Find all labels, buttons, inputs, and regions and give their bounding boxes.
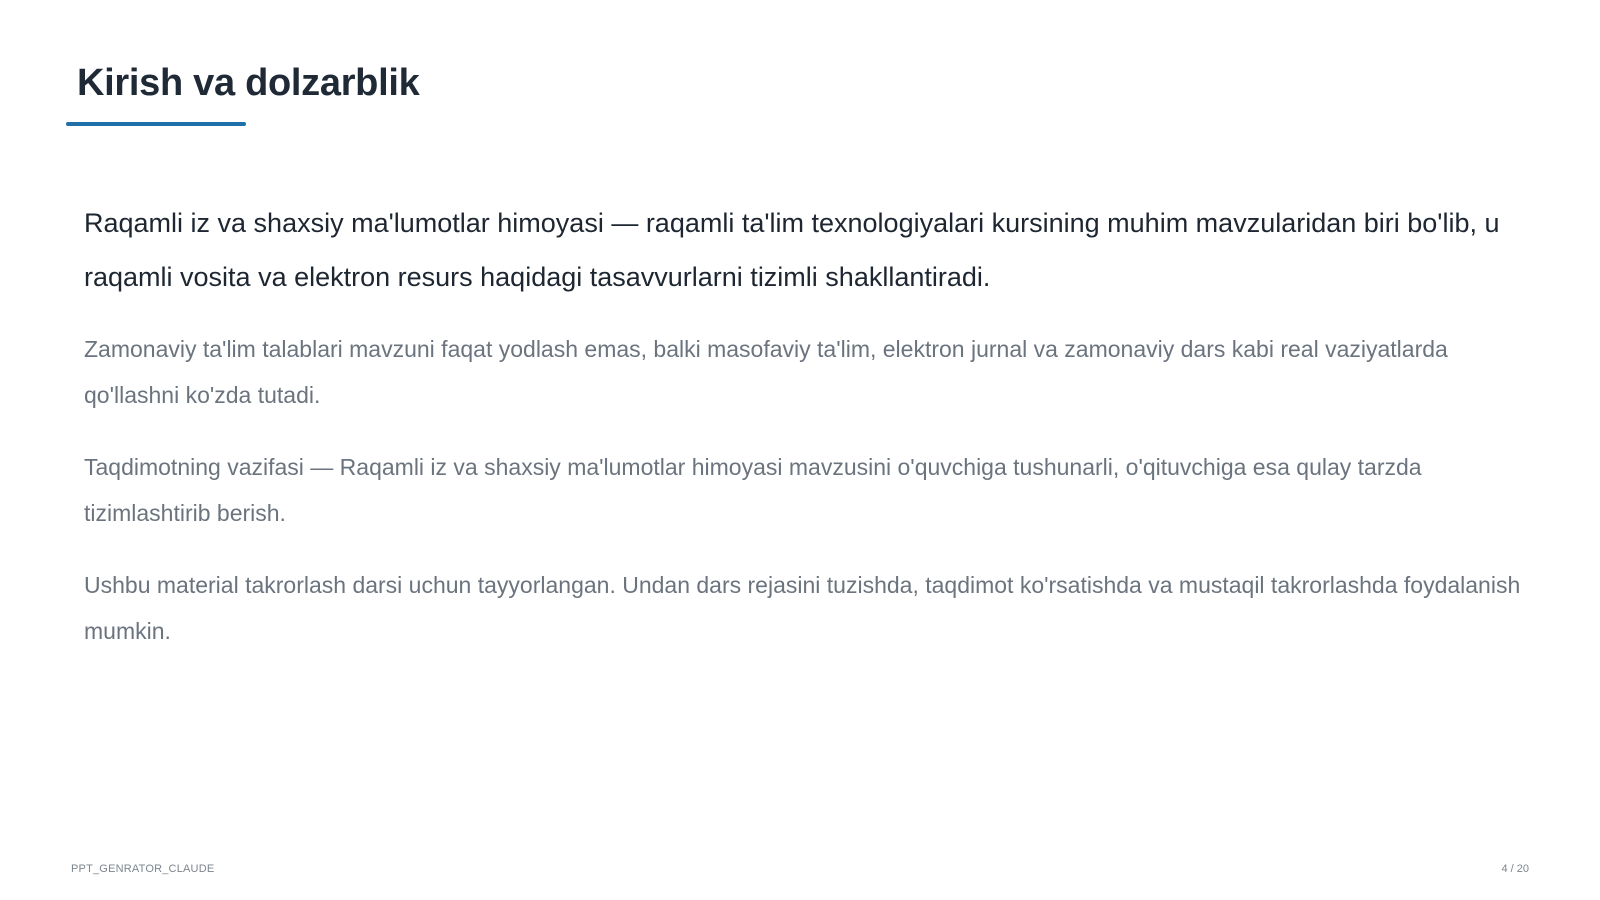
body-paragraph: Zamonaviy ta'lim talablari mavzuni faqat yodlash emas, balki masofaviy ta'lim, elektron jurnal va zamonaviy dars kabi real vaziyatlarda qo'llashni ko'zda tutadi. [84, 336, 1448, 408]
lead-paragraph: Raqamli iz va shaxsiy ma'lumotlar himoyasi — raqamli ta'lim texnologiyalari kursining muhim mavzularidan biri bo'lib, u raqamli vosita va elektron resurs haqidagi tasavvurlarni tizimli shakllantiradi. [84, 208, 1500, 292]
page-indicator: 4 / 20 [1501, 863, 1529, 875]
title-underline [66, 122, 246, 126]
slide-title: Kirish va dolzarblik [77, 62, 420, 104]
body-paragraph: Taqdimotning vazifasi — Raqamli iz va shaxsiy ma'lumotlar himoyasi mavzusini o'quvchiga tushunarli, o'qituvchiga esa qulay tarzda tizimlashtirib berish. [84, 454, 1422, 526]
slide-content [84, 196, 1524, 680]
body-paragraph: Ushbu material takrorlash darsi uchun tayyorlangan. Undan dars rejasini tuzishda, taqdimot ko'rsatishda va mustaqil takrorlashda foydalanish mumkin. [84, 572, 1521, 644]
footer-brand: PPT_GENRATOR_CLAUDE [71, 863, 215, 875]
